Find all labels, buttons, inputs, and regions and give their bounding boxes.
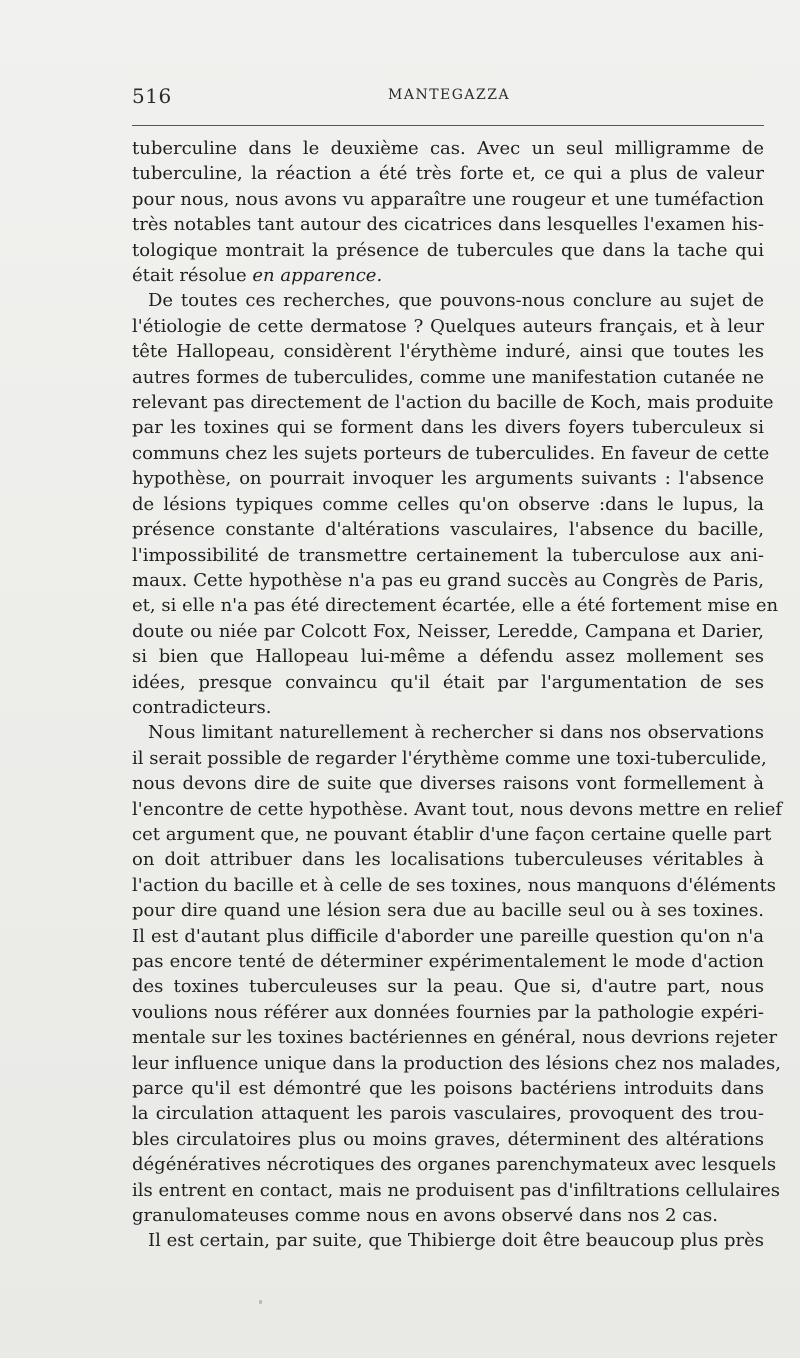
text-line: De toutes ces recherches, que pouvons-nous conclure au sujet de [148,290,764,312]
text-line: des toxines tuberculeuses sur la peau. Que si, d'autre part, nous [132,976,764,998]
text-line: pour dire quand une lésion sera due au bacille seul ou à ses toxines. [132,900,764,922]
text-line: pas encore tenté de déterminer expérimentalement le mode d'action [132,951,764,972]
text-line: nous devons dire de suite que diverses raisons vont formellement à [132,773,764,795]
text-line: l'étiologie de cette dermatose ? Quelques auteurs français, et à leur [132,315,764,337]
text-line: l'impossibilité de transmettre certainement la tuberculose aux ani- [132,544,764,566]
text-line: tuberculine, la réaction a été très forte et, ce qui a plus de valeur [132,163,764,185]
text-line: idées, presque convaincu qu'il était par l'argumentation de ses [132,671,764,693]
text-line: tête Hallopeau, considèrent l'érythème induré, ainsi que toutes les [132,341,764,363]
text-line: ils entrent en contact, mais ne produisent pas d'infiltrations cellulaires [132,1179,781,1201]
text-line: bles circulatoires plus ou moins graves, déterminent des altérations [132,1128,764,1150]
text-line: relevant pas directement de l'action du bacille de Koch, mais produite [132,392,774,414]
text-line: contradicteurs. [132,696,272,718]
text-line: il serait possible de regarder l'érythème comme une toxi-tuberculide, [132,747,767,769]
body-text [132,136,783,1254]
page-header [132,84,764,114]
text-line: très notables tant autour des cicatrices dans lesquelles l'examen his- [132,214,764,236]
text-line: l'encontre de cette hypothèse. Avant tout, nous devons mettre en relief [132,798,783,820]
text-line: autres formes de tuberculides, comme une manifestation cutanée ne [132,366,764,388]
text-line: et, si elle n'a pas été directement écartée, elle a été fortement mise en [132,595,779,617]
text-line: dégénératives nécrotiques des organes parenchymateux avec lesquels [132,1154,777,1176]
text-line: granulomateuses comme nous en avons observé dans nos 2 cas. [132,1205,718,1227]
text-line: tologique montrait la présence de tubercules que dans la tache qui [132,239,764,261]
text-line: parce qu'il est démontré que les poisons bactériens introduits dans [132,1078,764,1100]
text-line: l'action du bacille et à celle de ses toxines, nous manquons d'éléments [132,874,777,896]
text-line-regular: était résolue [132,265,253,287]
text-line: Nous limitant naturellement à rechercher si dans nos observations [148,722,764,744]
text-line [132,263,764,288]
text-line: doute ou niée par Colcott Fox, Neisser, Leredde, Campana et Darier, [132,620,764,642]
text-line: mentale sur les toxines bactériennes en général, nous devrions rejeter [132,1027,778,1049]
page-number: 516 [132,84,172,108]
text-line: la circulation attaquent les parois vasculaires, provoquent des trou- [132,1103,764,1125]
text-line: Il est certain, par suite, que Thibierge doit être beaucoup plus près [148,1230,764,1252]
print-speck [259,1300,262,1304]
italic-emphasis: en apparence. [252,265,383,287]
text-line: voulions nous référer aux données fournies par la pathologie expéri- [132,1001,764,1023]
text-line: par les toxines qui se forment dans les divers foyers tuberculeux si [132,417,764,439]
running-head: MANTEGAZZA [388,87,511,103]
header-rule [132,125,764,126]
text-line: maux. Cette hypothèse n'a pas eu grand succès au Congrès de Paris, [132,569,764,591]
text-line: présence constante d'altérations vasculaires, l'absence du bacille, [132,519,764,541]
text-line: Il est d'autant plus difficile d'aborder une pareille question qu'on n'a [132,925,764,947]
text-line: leur influence unique dans la production des lésions chez nos malades, [132,1052,781,1074]
text-line: de lésions typiques comme celles qu'on observe :dans le lupus, la [132,493,764,515]
text-line: cet argument que, ne pouvant établir d'une façon certaine quelle part [132,823,772,845]
text-line: communs chez les sujets porteurs de tuberculides. En faveur de cette [132,442,770,464]
text-line: hypothèse, on pourrait invoquer les arguments suivants : l'absence [132,468,764,490]
text-line: tuberculine dans le deuxième cas. Avec un seul milligramme de [132,138,764,159]
text-line: on doit attribuer dans les localisations tuberculeuses véritables à [132,849,764,871]
text-line: si bien que Hallopeau lui-même a défendu assez mollement ses [132,646,764,668]
text-line: pour nous, nous avons vu apparaître une rougeur et une tuméfaction [132,188,764,210]
